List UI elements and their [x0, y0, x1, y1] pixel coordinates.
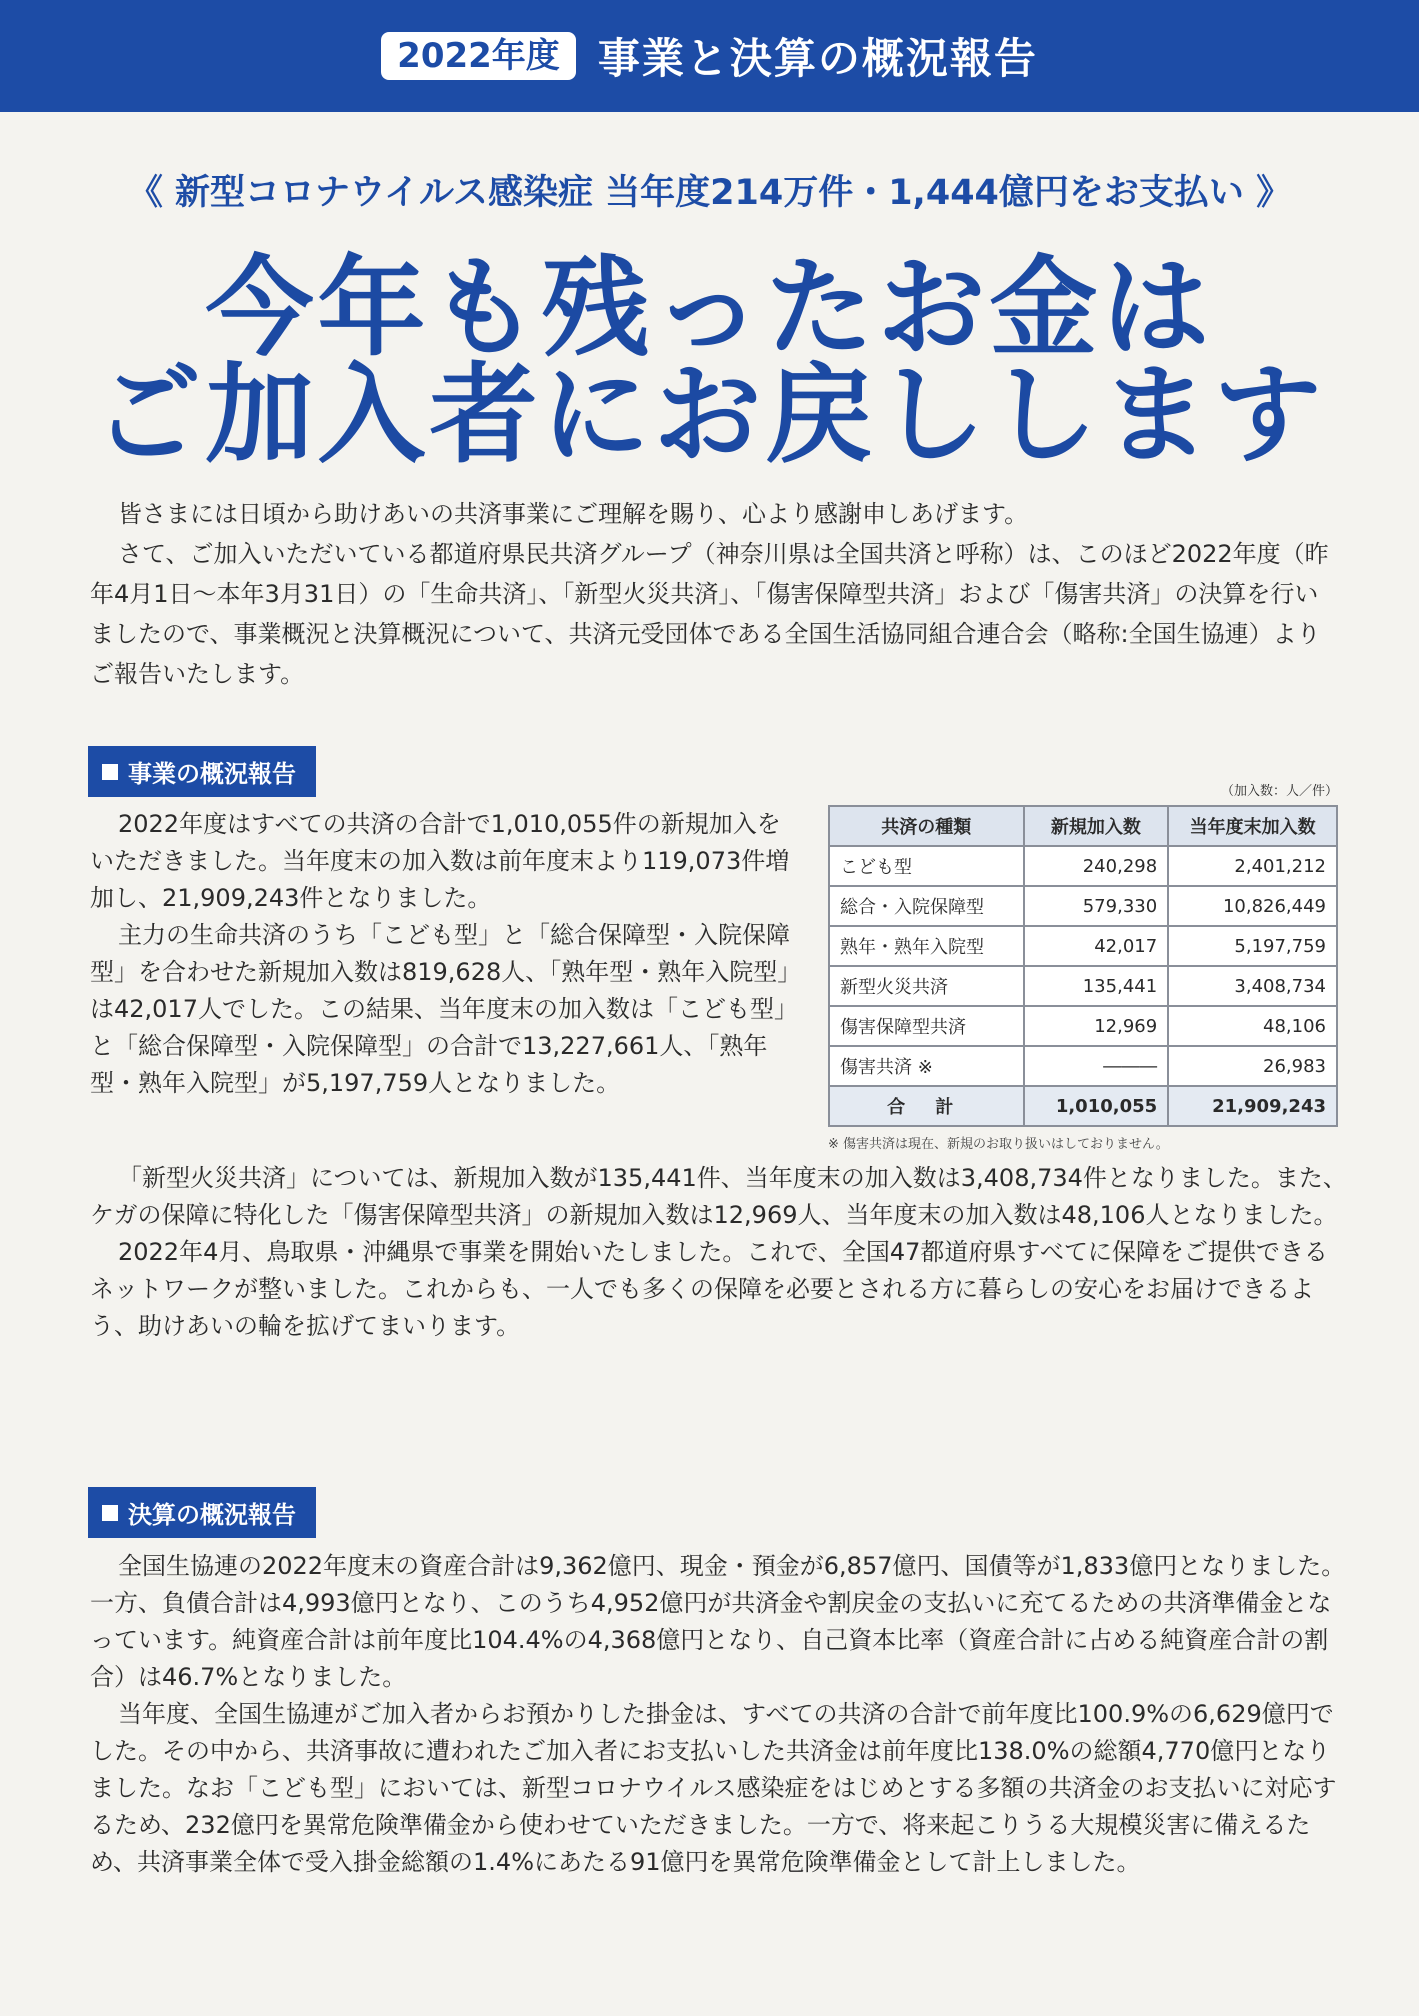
- business-paragraph-2: 主力の生命共済のうち「こども型」と「総合保障型・入院保障型」を合わせた新規加入数は819,628人、「熟年型・熟年入院型」は42,017人でした。この結果、当年度末の加入数は「こども型」と「総合保障型・入院保障型」の合計で13,227,661人、「熟年型・熟年入院型」が5,197,759人となりました。: [90, 921, 790, 1097]
- table-header-row: [829, 806, 1337, 846]
- table-cell: 3,408,734: [1168, 966, 1337, 1006]
- table-cell: 熟年・熟年入院型: [829, 926, 1024, 966]
- settlement-paragraph-2: 当年度、全国生協連がご加入者からお預かりした掛金は、すべての共済の合計で前年度比100.9%の6,629億円でした。その中から、共済事故に遭われたご加入者にお支払いした共済金は前年度比138.0%の総額4,770億円となりました。なお「こども型」においては、新型コロナウイルス感染症をはじめとする多額の共済金のお支払いに対応するため、232億円を異常危険準備金から使わせていただきました。一方で、将来起こりうる大規模災害に備えるため、共済事業全体で受入掛金総額の1.4%にあたる91億円を異常危険準備金として計上しました。: [90, 1700, 1337, 1876]
- table-cell: 240,298: [1024, 846, 1169, 886]
- table-cell: 12,969: [1024, 1006, 1169, 1046]
- header-band: [0, 0, 1419, 112]
- year-badge: 2022年度: [381, 32, 576, 81]
- column-header: 当年度末加入数: [1168, 806, 1337, 846]
- section-heading-label: 事業の概況報告: [128, 760, 296, 788]
- business-text-column: [90, 806, 790, 1102]
- table-row: [829, 926, 1337, 966]
- table-cell: ―――: [1024, 1046, 1169, 1086]
- table-cell: 合 計: [829, 1086, 1024, 1126]
- table-cell: 26,983: [1168, 1046, 1337, 1086]
- business-paragraph-4: 2022年4月、鳥取県・沖縄県で事業を開始いたしました。これで、全国47都道府県すべてに保障をご提供できるネットワークが整いました。これからも、一人でも多くの保障を必要とされる方に暮らしの安心をお届けできるよう、助けあいの輪を拡げてまいります。: [90, 1238, 1328, 1340]
- business-paragraph-1: 2022年度はすべての共済の合計で1,010,055件の新規加入をいただきました。当年度末の加入数は前年度末より119,073件増加し、21,909,243件となりました。: [90, 810, 790, 912]
- table-cell: 21,909,243: [1168, 1086, 1337, 1126]
- table-row: [829, 1006, 1337, 1046]
- table-cell: 48,106: [1168, 1006, 1337, 1046]
- table-unit-note: （加入数：人／件）: [1220, 784, 1338, 799]
- table-row: [829, 886, 1337, 926]
- section-heading-business: [88, 746, 316, 797]
- section-heading-label: 決算の概況報告: [128, 1501, 296, 1529]
- table-cell: 42,017: [1024, 926, 1169, 966]
- table-cell: 傷害共済 ※: [829, 1046, 1024, 1086]
- membership-table: [828, 805, 1338, 1127]
- section-heading-settlement: [88, 1487, 316, 1538]
- table-total-row: [829, 1086, 1337, 1126]
- settlement-paragraph-1: 全国生協連の2022年度末の資産合計は9,362億円、現金・預金が6,857億円、国債等が1,833億円となりました。一方、負債合計は4,993億円となり、このうち4,952億円が共済金や割戻金の支払いに充てるための共済準備金となっています。純資産合計は前年度比104.4%の4,368億円となり、自己資本比率（資産合計に占める純資産合計の割合）は46.7%となりました。: [90, 1552, 1346, 1691]
- table-cell: 579,330: [1024, 886, 1169, 926]
- column-header: 共済の種類: [829, 806, 1024, 846]
- header-title: 事業と決算の概況報告: [597, 34, 1038, 83]
- table-cell: 5,197,759: [1168, 926, 1337, 966]
- table-cell: 10,826,449: [1168, 886, 1337, 926]
- business-text-full: [90, 1160, 1350, 1345]
- table-cell: こども型: [829, 846, 1024, 886]
- headline-line-2: ご加入者にお戻しします: [93, 353, 1326, 478]
- table-row: [829, 966, 1337, 1006]
- subheadline: 《 新型コロナウイルス感染症 当年度214万件・1,444億円をお支払い 》: [127, 173, 1292, 213]
- table-cell: 2,401,212: [1168, 846, 1337, 886]
- intro-text: [90, 494, 1340, 694]
- table-cell: 新型火災共済: [829, 966, 1024, 1006]
- table-cell: 1,010,055: [1024, 1086, 1169, 1126]
- membership-table-block: [828, 780, 1338, 1152]
- square-bullet-icon: [102, 1505, 118, 1521]
- table-cell: 135,441: [1024, 966, 1169, 1006]
- table-footnote: ※ 傷害共済は現在、新規のお取り扱いはしておりません。: [828, 1137, 1169, 1152]
- business-paragraph-3: 「新型火災共済」については、新規加入数が135,441件、当年度末の加入数は3,408,734件となりました。また、ケガの保障に特化した「傷害保障型共済」の新規加入数は12,969人、当年度末の加入数は48,106人となりました。: [90, 1164, 1347, 1229]
- headline-line-1: 今年も残ったお金は: [205, 246, 1214, 371]
- table-cell: 総合・入院保障型: [829, 886, 1024, 926]
- square-bullet-icon: [102, 764, 118, 780]
- intro-paragraph-1: 皆さまには日頃から助けあいの共済事業にご理解を賜り、心より感謝申しあげます。: [118, 500, 1029, 528]
- column-header: 新規加入数: [1024, 806, 1169, 846]
- intro-paragraph-2: さて、ご加入いただいている都道府県民共済グループ（神奈川県は全国共済と呼称）は、このほど2022年度（昨年4月1日～本年3月31日）の「生命共済」、「新型火災共済」、「傷害保障型共済」および「傷害共済」の決算を行いましたので、事業概況と決算概況について、共済元受団体である全国生活協同組合連合会（略称:全国生協連）よりご報告いたします。: [90, 540, 1329, 688]
- table-row: [829, 846, 1337, 886]
- table-row: [829, 1046, 1337, 1086]
- table-cell: 傷害保障型共済: [829, 1006, 1024, 1046]
- settlement-text: [90, 1548, 1350, 1881]
